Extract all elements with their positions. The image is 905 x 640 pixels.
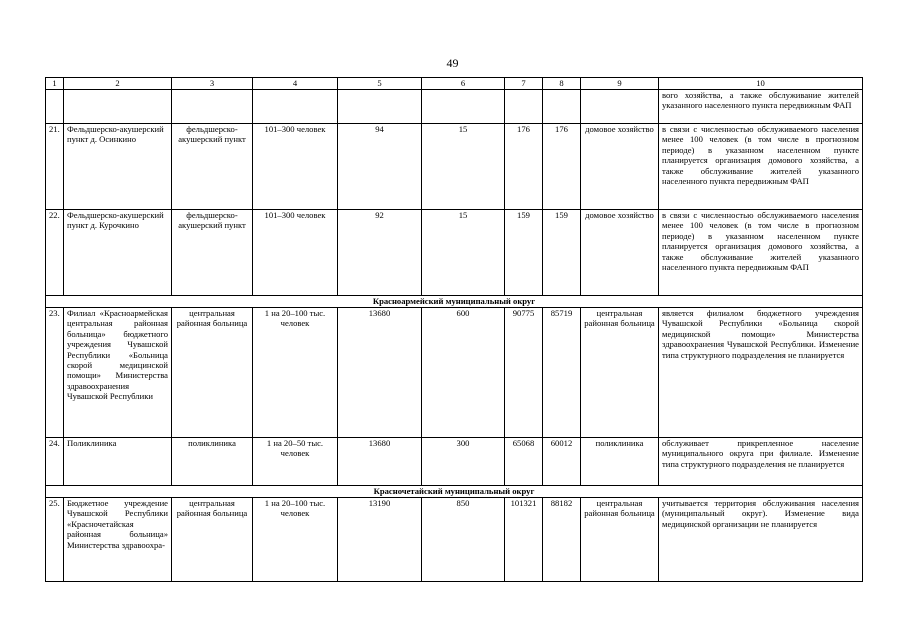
row-number: 23. [46,308,64,438]
facilities-table [45,77,863,582]
facility-type [172,90,253,124]
column-number: 7 [505,78,543,90]
population-norm: 1 на 20–100 тыс. человек [253,308,338,438]
planned-type: домовое хозяйство [581,210,659,296]
column-number-row [46,78,863,90]
table-row [46,498,863,582]
value-col5 [338,90,422,124]
value-col5: 13680 [338,308,422,438]
justification: является филиалом бюджетного учреждения Чувашской Республики «Больница скорой медицинской помощи» Министерства здравоохранения Чувашской Республики. Изменение типа структурного подразделения не планируется [659,308,863,438]
row-number: 24. [46,438,64,486]
value-col7 [505,90,543,124]
section-row [46,486,863,498]
justification: учитывается территория обслуживания населения (муниципальный округ). Изменение вида медицинской организации не планируется [659,498,863,582]
value-col7: 101321 [505,498,543,582]
column-number: 6 [422,78,505,90]
section-row [46,296,863,308]
justification: вого хозяйства, а также обслуживание жителей указанного населенного пункта передвижным ФАП [659,90,863,124]
justification: в связи с численностью обслуживаемого населения менее 100 человек (в том числе в прогнозном периоде) в указанном населенном пункте планируется организация домового хозяйства, а также обслуживание жителей указанного населенного пункта передвижным ФАП [659,124,863,210]
value-col6: 600 [422,308,505,438]
facility-type: фельдшерско-акушерский пункт [172,210,253,296]
value-col6: 850 [422,498,505,582]
column-number: 10 [659,78,863,90]
column-number: 8 [543,78,581,90]
value-col7: 159 [505,210,543,296]
facility-name: Фельдшерско-акушерский пункт д. Курочкино [64,210,172,296]
facility-type: центральная районная больница [172,308,253,438]
table-row [46,438,863,486]
facility-type: фельдшерско-акушерский пункт [172,124,253,210]
planned-type: поликлиника [581,438,659,486]
value-col7: 65068 [505,438,543,486]
value-col7: 176 [505,124,543,210]
value-col8: 85719 [543,308,581,438]
value-col8: 60012 [543,438,581,486]
justification: обслуживает прикрепленное население муниципального округа при филиале. Изменение типа структурного подразделения не планируется [659,438,863,486]
value-col7: 90775 [505,308,543,438]
row-number: 21. [46,124,64,210]
value-col5: 13190 [338,498,422,582]
table-row [46,124,863,210]
column-number: 9 [581,78,659,90]
population-norm [253,90,338,124]
facility-name: Бюджетное учреждение Чувашской Республики «Красночетайская районная больница» Министерства здравоохра- [64,498,172,582]
value-col6: 15 [422,124,505,210]
column-number: 3 [172,78,253,90]
page-number: 49 [446,56,459,70]
justification: в связи с численностью обслуживаемого населения менее 100 человек (в том числе в прогнозном периоде) в указанном населенном пункте планируется организация домового хозяйства, а также обслуживание жителей указанного населенного пункта передвижным ФАП [659,210,863,296]
facility-name: Фельдшерско-акушерский пункт д. Осинкино [64,124,172,210]
population-norm: 101–300 человек [253,124,338,210]
facility-type: поликлиника [172,438,253,486]
value-col6: 300 [422,438,505,486]
facility-name [64,90,172,124]
population-norm: 1 на 20–50 тыс. человек [253,438,338,486]
table-row [46,90,863,124]
section-title: Красночетайский муниципальный округ [46,486,863,498]
facility-type: центральная районная больница [172,498,253,582]
facility-name: Поликлиника [64,438,172,486]
planned-type: центральная районная больница [581,498,659,582]
column-number: 1 [46,78,64,90]
table-row [46,210,863,296]
column-number: 2 [64,78,172,90]
value-col8: 176 [543,124,581,210]
value-col6 [422,90,505,124]
value-col5: 94 [338,124,422,210]
population-norm: 1 на 20–100 тыс. человек [253,498,338,582]
row-number [46,90,64,124]
value-col8 [543,90,581,124]
section-title: Красноармейский муниципальный округ [46,296,863,308]
row-number: 22. [46,210,64,296]
planned-type: центральная районная больница [581,308,659,438]
row-number: 25. [46,498,64,582]
value-col8: 88182 [543,498,581,582]
column-number: 4 [253,78,338,90]
value-col5: 13680 [338,438,422,486]
planned-type [581,90,659,124]
column-number: 5 [338,78,422,90]
value-col5: 92 [338,210,422,296]
facility-name: Филиал «Красноармейская центральная районная больница» бюджетного учреждения Чувашской Республики «Больница скорой медицинской помощи» Министерства здравоохранения Чувашской Республики [64,308,172,438]
table-row [46,308,863,438]
value-col6: 15 [422,210,505,296]
planned-type: домовое хозяйство [581,124,659,210]
value-col8: 159 [543,210,581,296]
population-norm: 101–300 человек [253,210,338,296]
